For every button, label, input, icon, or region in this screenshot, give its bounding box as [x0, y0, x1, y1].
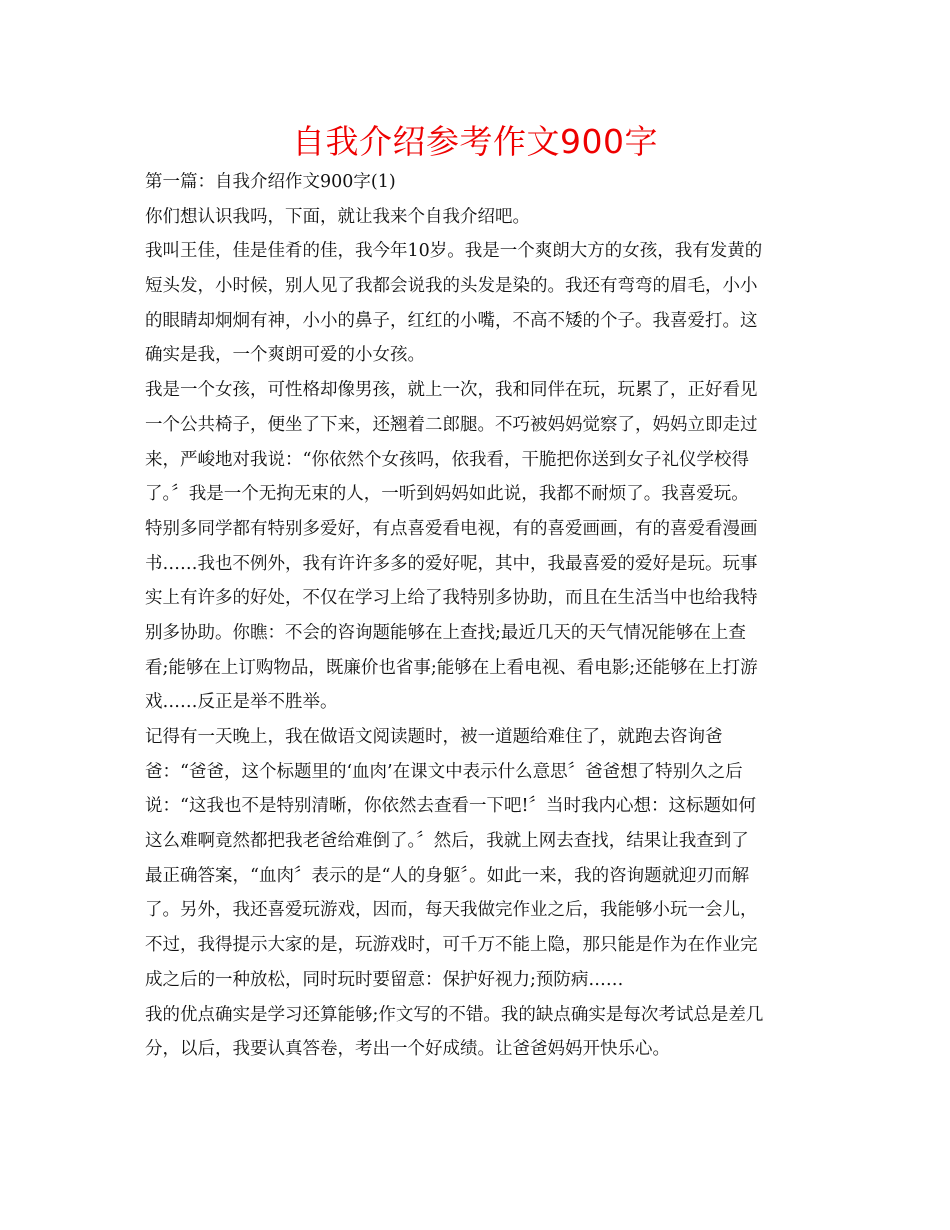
text-line: 书……我也不例外，我有许许多多的爱好呢，其中，我最喜爱的爱好是玩。玩事: [145, 553, 758, 574]
text-line: 分，以后，我要认真答卷，考出一个好成绩。让爸爸妈妈开快乐心。: [145, 1039, 670, 1060]
text-line: 第一篇：自我介绍作文900字(1): [145, 172, 396, 192]
text-line: 不过，我得提示大家的是，玩游戏时，可千万不能上隐，那只能是作为在作业完: [145, 935, 758, 956]
text-line: 的眼睛却炯炯有神，小小的鼻子，红红的小嘴，不高不矮的个子。我喜爱打。这: [145, 310, 758, 331]
document-body: [145, 165, 810, 1067]
text-line: 记得有一天晚上，我在做语文阅读题时，被一道题给难住了，就跑去咨询爸: [145, 727, 723, 747]
text-line: 这么难啊竟然都把我老爸给难倒了。〞然后，我就上网去查找，结果让我查到了: [145, 831, 749, 852]
text-line: 说：“这我也不是特别清晰，你依然去查看一下吧!〞当时我内心想：这标题如何: [145, 796, 756, 817]
text-line: 短头发，小时候，别人见了我都会说我的头发是染的。我还有弯弯的眉毛，小小: [145, 276, 758, 297]
text-line: 戏……反正是举不胜举。: [145, 692, 338, 713]
text-line: 看;能够在上订购物品，既廉价也省事;能够在上看电视、看电影;还能够在上打游: [145, 657, 758, 678]
text-line: 了。另外，我还喜爱玩游戏，因而，每天我做完作业之后，我能够小玩一会儿，: [145, 900, 758, 921]
text-line: 我的优点确实是学习还算能够;作文写的不错。我的缺点确实是每次考试总是差几: [145, 1004, 764, 1025]
document-title: 自我介绍参考作文900字: [292, 122, 658, 161]
text-line: 来，严峻地对我说：“你依然个女孩吗，依我看，干脆把你送到女子礼仪学校得: [145, 449, 749, 470]
text-line: 成之后的一种放松，同时玩时要留意：保护好视力;预防病……: [145, 969, 624, 990]
text-line: 特别多同学都有特别多爱好，有点喜爱看电视，有的喜爱画画，有的喜爱看漫画: [145, 518, 758, 539]
text-line: 别多协助。你瞧：不会的咨询题能够在上查找;最近几天的天气情况能够在上查: [145, 622, 746, 643]
text-line: 实上有许多的好处，不仅在学习上给了我特别多协助，而且在生活当中也给我特: [145, 588, 758, 609]
text-line: 我是一个女孩，可性格却像男孩，就上一次，我和同伴在玩，玩累了，正好看见: [145, 380, 758, 401]
text-line: 确实是我，一个爽朗可爱的小女孩。: [145, 345, 425, 366]
text-line: 最正确答案，“血肉〞表示的是“人的身躯〞。如此一来，我的咨询题就迎刃而解: [145, 865, 750, 886]
text-line: 爸：“爸爸，这个标题里的‘血肉’在课文中表示什么意思〞爸爸想了特别久之后: [145, 761, 743, 782]
text-line: 你们想认识我吗，下面，就让我来个自我介绍吧。: [145, 206, 530, 227]
text-line: 了。〞我是一个无拘无束的人，一听到妈妈如此说，我都不耐烦了。我喜爱玩。: [145, 484, 749, 505]
text-line: 我叫王佳，佳是佳肴的佳，我今年10岁。我是一个爽朗大方的女孩，我有发黄的: [145, 241, 763, 262]
text-line: 一个公共椅子，便坐了下来，还翘着二郎腿。不巧被妈妈觉察了，妈妈立即走过: [145, 414, 758, 435]
